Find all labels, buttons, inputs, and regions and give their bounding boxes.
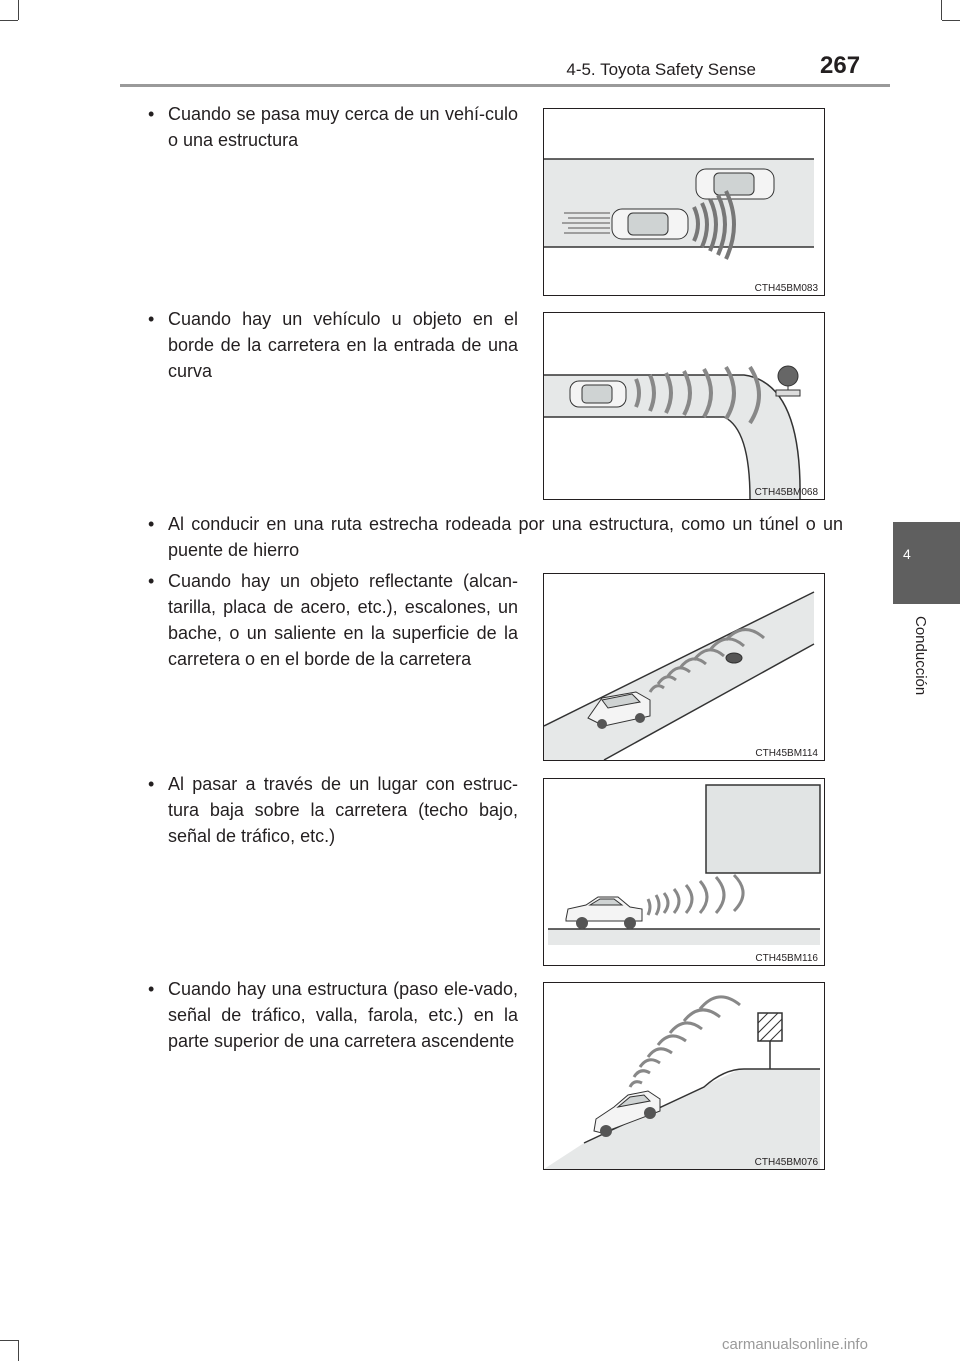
figure-curve-roadside [543,312,825,500]
item-text: Al conducir en una ruta estrecha rodeada por una estructura, como un túnel o un puente de hierro [168,514,843,560]
chapter-number: 4 [903,546,911,562]
crop-mark [0,20,18,21]
header-rule [120,84,890,87]
list-item [148,511,843,563]
figure-low-structure [543,778,825,966]
car-manhole-radar-icon [544,574,824,760]
figure-uphill-sign [543,982,825,1170]
car-curve-roadside-sign-radar-icon [544,313,824,499]
figure-code: CTH45BM076 [754,1157,818,1168]
item-text: Cuando hay una estructura (paso ele-vado, señal de tráfico, valla, farola, etc.) en la parte superior de una carretera ascendente [168,979,518,1051]
list-item [148,771,518,849]
crop-mark [18,0,19,20]
list-item [148,306,518,384]
car-passing-vehicle-radar-icon [544,109,824,295]
page-number: 267 [820,52,861,79]
item-text: Al pasar a través de un lugar con estruc-tura baja sobre la carretera (techo bajo, señal de tráfico, etc.) [168,774,518,846]
chapter-tab[interactable] [893,522,960,604]
figure-code: CTH45BM116 [755,953,818,964]
figure-passing-vehicle [543,108,825,296]
figure-code: CTH45BM068 [754,487,818,498]
car-uphill-sign-radar-icon [544,983,824,1169]
bullet: • [148,979,155,999]
item-text: Cuando hay un objeto reflectante (alcan-tarilla, placa de acero, etc.), escalones, un bache, o un saliente en la superficie de la carretera o en el borde de la carretera [168,571,518,669]
item-text: Cuando hay un vehículo u objeto en el borde de la carretera en la entrada de una curva [168,309,518,381]
bullet: • [148,774,155,794]
list-item [148,976,518,1054]
chapter-label: Conducción [912,616,929,696]
crop-mark [0,1340,18,1341]
crop-mark [18,1340,19,1361]
item-text: Cuando se pasa muy cerca de un vehí-culo o una estructura [168,104,518,150]
figure-code: CTH45BM083 [754,283,818,294]
bullet: • [148,571,155,591]
list-item [148,101,518,153]
crop-mark [941,0,942,20]
figure-manhole [543,573,825,761]
car-low-structure-radar-icon [544,779,824,965]
figure-code: CTH45BM114 [755,748,818,759]
footer-watermark: carmanualsonline.info [722,1336,868,1353]
section-title: 4-5. Toyota Safety Sense [566,60,756,79]
list-item [148,568,518,672]
crop-mark [942,20,960,21]
bullet: • [148,104,155,124]
bullet: • [148,309,155,329]
bullet: • [148,514,155,534]
